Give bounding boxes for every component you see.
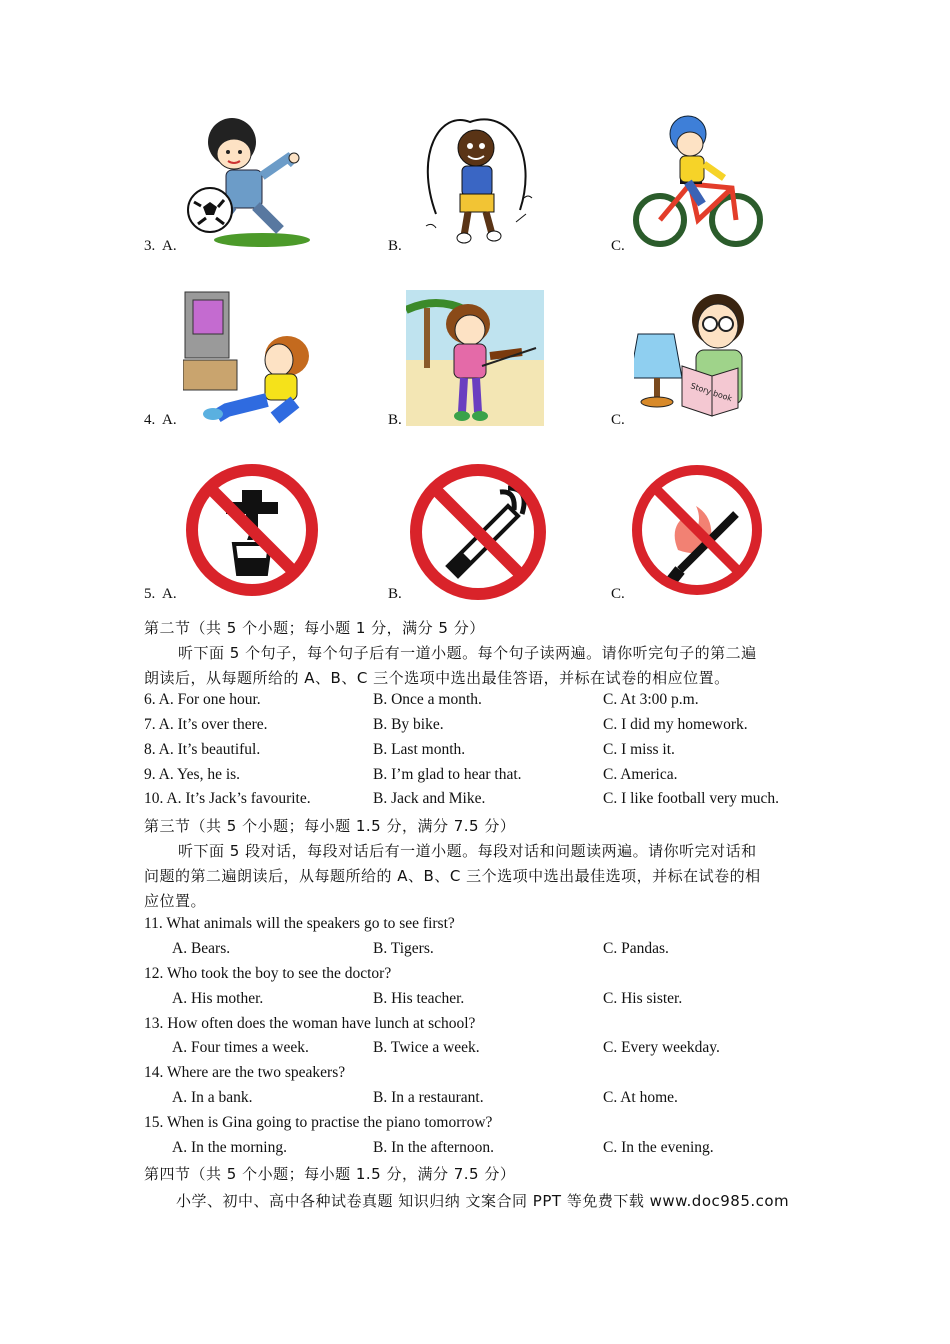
option-c-label: C. xyxy=(611,412,625,428)
question-10-options xyxy=(0,790,950,812)
option-b[interactable]: B. In the afternoon. xyxy=(373,1139,494,1156)
section-3-instruction: 听下面 5 段对话，每段对话后有一道小题。每段对话和问题读两遍。请你听完对话和 xyxy=(178,842,757,860)
no-drinking-sign[interactable] xyxy=(184,462,320,598)
girl-playing-violin-image[interactable] xyxy=(406,290,544,426)
storybook-cover-text: Story book xyxy=(689,381,734,404)
option-a[interactable]: A. Bears. xyxy=(172,940,231,957)
question-14-options xyxy=(0,1089,950,1111)
section-3-instruction: 应位置。 xyxy=(144,892,207,910)
question-12-text: 12. Who took the boy to see the doctor? xyxy=(144,965,392,982)
boy-riding-bicycle-image[interactable] xyxy=(628,114,768,250)
option-b[interactable]: B. Last month. xyxy=(373,741,466,758)
option-b-label: B. xyxy=(388,238,402,254)
option-b-label: B. xyxy=(388,412,402,428)
option-a[interactable]: 10. A. It’s Jack’s favourite. xyxy=(144,790,311,807)
question-12-options xyxy=(0,990,950,1012)
option-c-label: C. xyxy=(611,586,625,602)
option-b-label: B. xyxy=(388,586,402,602)
question-11-text: 11. What animals will the speakers go to see first? xyxy=(144,915,455,932)
option-a[interactable]: 9. A. Yes, he is. xyxy=(144,766,241,783)
option-a[interactable]: 8. A. It’s beautiful. xyxy=(144,741,261,758)
option-a-label: A. xyxy=(162,238,177,254)
option-c[interactable]: C. In the evening. xyxy=(603,1139,714,1156)
question-number: 3. xyxy=(144,238,156,254)
option-b[interactable]: B. In a restaurant. xyxy=(373,1089,484,1106)
option-a[interactable]: 7. A. It’s over there. xyxy=(144,716,268,733)
question-7-options xyxy=(0,716,950,738)
question-4-row xyxy=(0,284,950,434)
section-3-instruction: 问题的第二遍朗读后，从每题所给的 A、B、C 三个选项中选出最佳选项，并标在试卷的相 xyxy=(144,867,761,885)
option-c[interactable]: C. I miss it. xyxy=(603,741,675,758)
question-14-text: 14. Where are the two speakers? xyxy=(144,1064,346,1081)
option-a[interactable]: 6. A. For one hour. xyxy=(144,691,261,708)
option-c[interactable]: C. At home. xyxy=(603,1089,678,1106)
boy-watching-tv-image[interactable] xyxy=(183,290,315,426)
question-13-options xyxy=(0,1039,950,1061)
option-a-label: A. xyxy=(162,586,177,602)
option-b[interactable]: B. Twice a week. xyxy=(373,1039,480,1056)
option-c[interactable]: C. At 3:00 p.m. xyxy=(603,691,699,708)
option-b[interactable]: B. Tigers. xyxy=(373,940,434,957)
section-3-heading: 第三节（共 5 个小题；每小题 1.5 分，满分 7.5 分） xyxy=(144,817,516,835)
question-6-options xyxy=(0,691,950,713)
option-b[interactable]: B. I’m glad to hear that. xyxy=(373,766,522,783)
option-c[interactable]: C. I did my homework. xyxy=(603,716,748,733)
option-c[interactable]: C. Pandas. xyxy=(603,940,669,957)
option-a[interactable]: A. In the morning. xyxy=(172,1139,287,1156)
option-c[interactable]: C. America. xyxy=(603,766,678,783)
section-2-heading: 第二节（共 5 个小题；每小题 1 分，满分 5 分） xyxy=(144,619,485,637)
section-4-heading: 第四节（共 5 个小题；每小题 1.5 分，满分 7.5 分） xyxy=(144,1165,516,1183)
option-a[interactable]: A. His mother. xyxy=(172,990,264,1007)
question-9-options xyxy=(0,766,950,788)
question-8-options xyxy=(0,741,950,763)
question-15-text: 15. When is Gina going to practise the piano tomorrow? xyxy=(144,1114,493,1131)
option-a[interactable]: A. In a bank. xyxy=(172,1089,253,1106)
question-3-row xyxy=(0,110,950,260)
option-c[interactable]: C. Every weekday. xyxy=(603,1039,720,1056)
option-c[interactable]: C. His sister. xyxy=(603,990,683,1007)
boy-kicking-football-image[interactable] xyxy=(184,114,314,250)
boy-reading-storybook-image[interactable] xyxy=(634,290,764,426)
question-15-options xyxy=(0,1139,950,1161)
boy-skipping-rope-image[interactable] xyxy=(420,114,540,248)
option-a-label: A. xyxy=(162,412,177,428)
option-b[interactable]: B. Jack and Mike. xyxy=(373,790,486,807)
no-smoking-sign[interactable] xyxy=(408,462,548,602)
option-b[interactable]: B. His teacher. xyxy=(373,990,465,1007)
question-number: 4. xyxy=(144,412,156,428)
section-2-instruction: 听下面 5 个句子，每个句子后有一道小题。每个句子读两遍。请你听完句子的第二遍 xyxy=(178,644,757,662)
question-5-row xyxy=(0,458,950,608)
option-c[interactable]: C. I like football very much. xyxy=(603,790,780,807)
option-b[interactable]: B. Once a month. xyxy=(373,691,482,708)
option-b[interactable]: B. By bike. xyxy=(373,716,444,733)
question-13-text: 13. How often does the woman have lunch at school? xyxy=(144,1015,476,1032)
option-a[interactable]: A. Four times a week. xyxy=(172,1039,309,1056)
question-11-options xyxy=(0,940,950,962)
section-2-instruction: 朗读后，从每题所给的 A、B、C 三个选项中选出最佳答语，并标在试卷的相应位置。 xyxy=(144,669,730,687)
question-number: 5. xyxy=(144,586,156,602)
option-c-label: C. xyxy=(611,238,625,254)
no-open-flame-sign[interactable] xyxy=(630,462,764,598)
page-footer: 小学、初中、高中各种试卷真题 知识归纳 文案合同 PPT 等免费下载 www.doc985.com xyxy=(176,1192,790,1210)
